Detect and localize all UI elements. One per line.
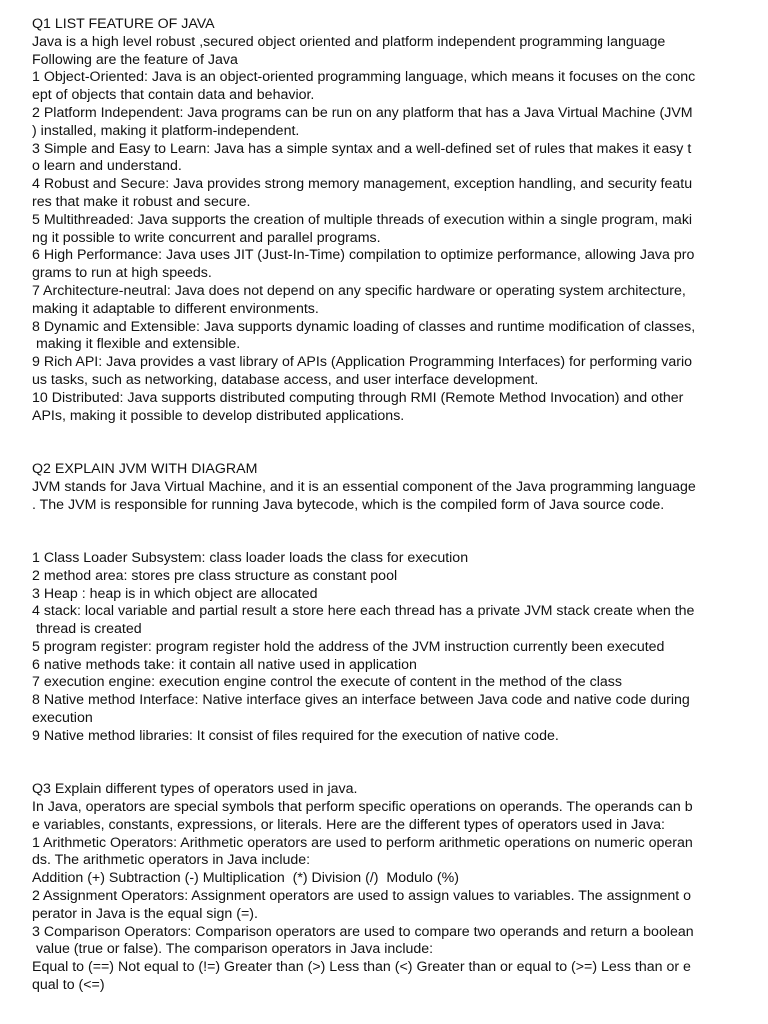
- q1-text-line: ) installed, making it platform-independent.: [32, 122, 300, 139]
- q1-text-line: making it adaptable to different environments.: [32, 300, 319, 317]
- q2-text-line: JVM stands for Java Virtual Machine, and it is an essential component of the Java programming language: [32, 478, 696, 495]
- q3-text-line: value (true or false). The comparison operators in Java include:: [32, 941, 434, 958]
- q1-text-line: ng it possible to write concurrent and parallel programs.: [32, 229, 381, 246]
- q1-text-line: Java is a high level robust ,secured object oriented and platform independent programming language: [32, 33, 666, 50]
- q1-text-line: APIs, making it possible to develop distributed applications.: [32, 407, 405, 424]
- q1-text-line: 7 Architecture-neutral: Java does not depend on any specific hardware or operating system architecture,: [32, 282, 686, 299]
- q1-section: [32, 16, 742, 425]
- q3-text-line: 1 Arithmetic Operators: Arithmetic operators are used to perform arithmetic operations on numeric operan: [32, 834, 693, 851]
- q3-section: [32, 781, 742, 995]
- q1-text-line: 2 Platform Independent: Java programs can be run on any platform that has a Java Virtual Machine (JVM: [32, 104, 693, 121]
- q1-text-line: 9 Rich API: Java provides a vast library of APIs (Application Programming Interfaces) for performing vario: [32, 354, 692, 371]
- q3-text-line: e variables, constants, expressions, or literals. Here are the different types of operators used in Java:: [32, 816, 665, 833]
- q2-list-line: 8 Native method Interface: Native interface gives an interface between Java code and native code during: [32, 692, 690, 709]
- section-spacer: [32, 425, 742, 461]
- q1-text-line: Following are the feature of Java: [32, 51, 238, 68]
- q2-list-line: 2 method area: stores pre class structure as constant pool: [32, 567, 398, 584]
- q1-text-line: 1 Object-Oriented: Java is an object-oriented programming language, which means it focuses on the conc: [32, 69, 696, 86]
- q2-section: [32, 461, 742, 746]
- q3-text-line: Equal to (==) Not equal to (!=) Greater than (>) Less than (<) Greater than or equal to (>=) Less than or e: [32, 959, 691, 976]
- q2-list-line: 4 stack: local variable and partial result a store here each thread has a private JVM stack create when the: [32, 603, 695, 620]
- q2-list-line: execution: [32, 710, 93, 727]
- q3-text-line: In Java, operators are special symbols that perform specific operations on operands. The operands can b: [32, 799, 693, 816]
- q1-text-line: making it flexible and extensible.: [32, 336, 241, 353]
- q1-text-line: 3 Simple and Easy to Learn: Java has a simple syntax and a well-defined set of rules that makes it easy t: [32, 140, 692, 157]
- q1-text-line: grams to run at high speeds.: [32, 265, 212, 282]
- q2-list-line: 1 Class Loader Subsystem: class loader loads the class for execution: [32, 549, 469, 566]
- paragraph-spacer: [32, 514, 742, 550]
- q1-text-line: 5 Multithreaded: Java supports the creation of multiple threads of execution within a single program, maki: [32, 211, 693, 228]
- q3-text-line: qual to (<=): [32, 977, 105, 994]
- q2-list-line: 9 Native method libraries: It consist of files required for the execution of native code.: [32, 727, 559, 744]
- q2-list-line: 6 native methods take: it contain all native used in application: [32, 656, 417, 673]
- q3-text-line: 3 Comparison Operators: Comparison operators are used to compare two operands and return a boolean: [32, 923, 694, 940]
- q2-list-line: thread is created: [32, 621, 142, 638]
- q3-text-line: ds. The arithmetic operators in Java include:: [32, 852, 311, 869]
- q1-text-line: 10 Distributed: Java supports distributed computing through RMI (Remote Method Invocation) and other: [32, 389, 684, 406]
- section-spacer: [32, 746, 742, 782]
- q3-text-line: Addition (+) Subtraction (-) Multiplication (*) Division (/) Modulo (%): [32, 870, 459, 887]
- q3-heading: Q3 Explain different types of operators used in java.: [32, 781, 358, 798]
- q1-text-line: ept of objects that contain data and behavior.: [32, 87, 315, 104]
- q2-text-line: . The JVM is responsible for running Java bytecode, which is the compiled form of Java source code.: [32, 496, 665, 513]
- q1-text-line: us tasks, such as networking, database access, and user interface development.: [32, 371, 539, 388]
- q2-list-line: 5 program register: program register hold the address of the JVM instruction currently been executed: [32, 638, 665, 655]
- q3-text-line: 2 Assignment Operators: Assignment operators are used to assign values to variables. The assignment o: [32, 888, 692, 905]
- q1-text-line: 8 Dynamic and Extensible: Java supports dynamic loading of classes and runtime modification of classes,: [32, 318, 696, 335]
- q2-heading: Q2 EXPLAIN JVM WITH DIAGRAM: [32, 460, 258, 477]
- q1-text-line: 4 Robust and Secure: Java provides strong memory management, exception handling, and security featu: [32, 176, 693, 193]
- document-page: [32, 16, 742, 995]
- q2-list-line: 3 Heap : heap is in which object are allocated: [32, 585, 318, 602]
- q3-text-line: perator in Java is the equal sign (=).: [32, 905, 258, 922]
- q2-list-line: 7 execution engine: execution engine control the execute of content in the method of the class: [32, 674, 622, 691]
- q1-heading: Q1 LIST FEATURE OF JAVA: [32, 16, 215, 32]
- q1-text-line: o learn and understand.: [32, 158, 182, 175]
- q1-text-line: res that make it robust and secure.: [32, 193, 251, 210]
- q1-text-line: 6 High Performance: Java uses JIT (Just-In-Time) compilation to optimize performance, allowing Java pro: [32, 247, 695, 264]
